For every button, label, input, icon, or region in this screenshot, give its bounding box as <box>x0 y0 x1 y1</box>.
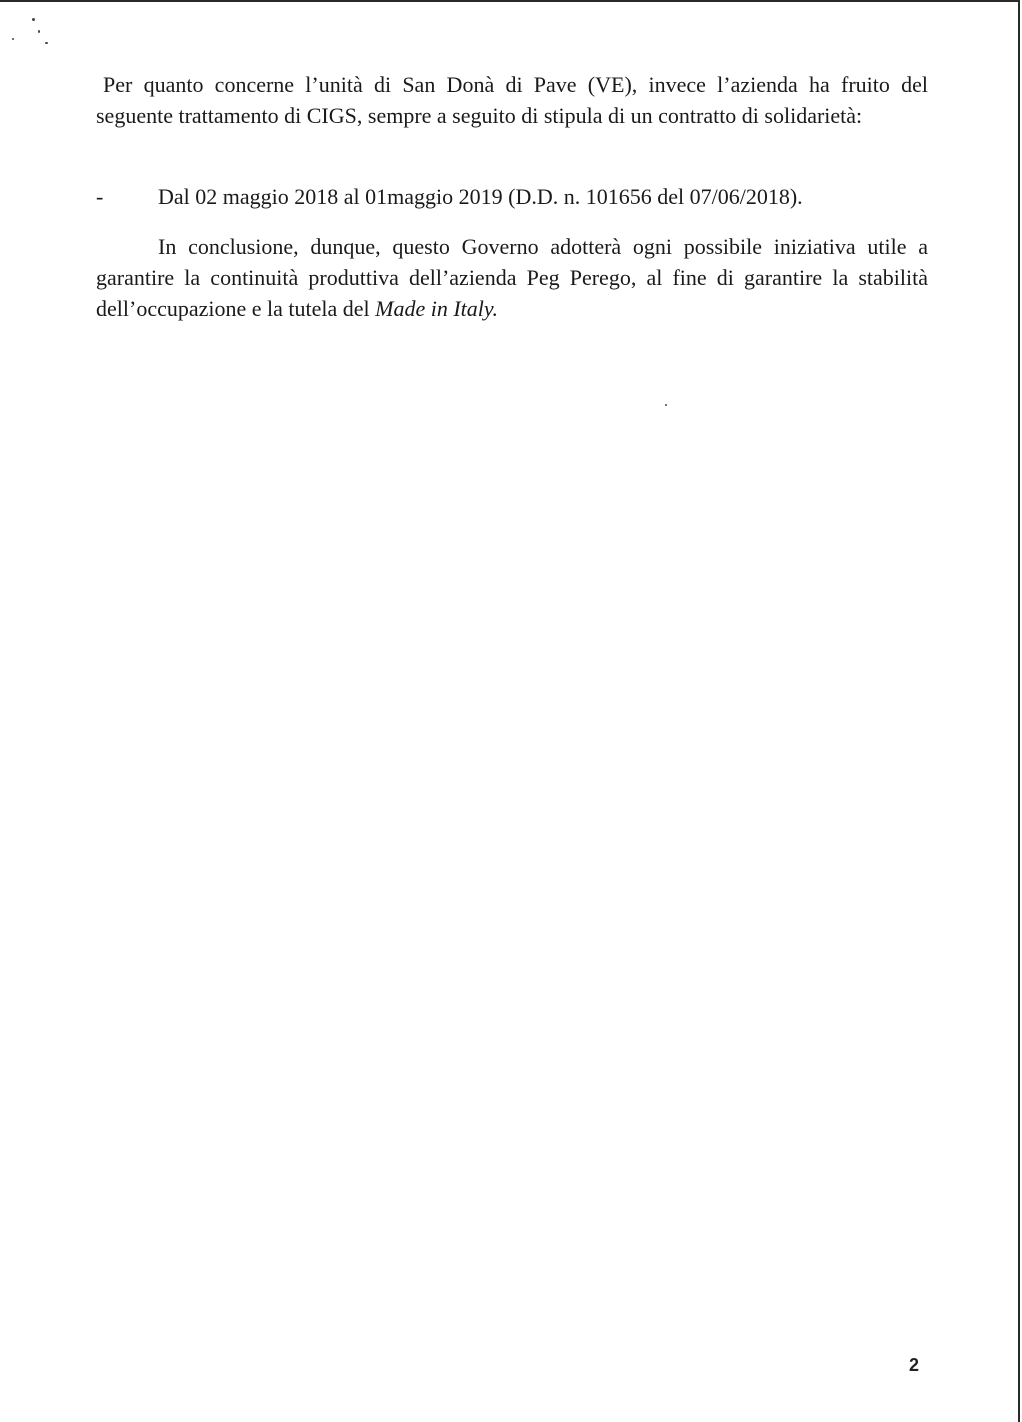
scan-speck <box>38 30 40 33</box>
scan-edge-top <box>0 0 1018 2</box>
scan-speck <box>45 42 48 44</box>
paragraph-san-dona: Per quanto concerne l’unità di San Donà di Pave (VE), invece l’azienda ha fruito del seguente trattamento di CIGS, sempre a seguito di stipula di un contratto di solidarietà: <box>96 72 928 128</box>
conclusion-text: In conclusione, dunque, questo Governo adotterà ogni possibile iniziativa utile a garantire la continuità produttiva dell’azienda Peg Perego, al fine di garantire la stabilità dell’occupazione e la tutela del <box>96 234 928 321</box>
list-item-marker: - <box>96 184 104 209</box>
scan-speck <box>665 404 667 406</box>
scan-speck <box>32 18 35 21</box>
made-in-italy-emphasis: Made in Italy <box>375 296 493 321</box>
page-number: 2 <box>909 1355 920 1375</box>
scan-edge-right <box>1018 0 1020 1422</box>
scan-speck <box>12 38 14 40</box>
conclusion-end: . <box>492 296 498 321</box>
paragraph-conclusion <box>96 231 928 324</box>
list-item-period: Dal 02 maggio 2018 al 01maggio 2019 (D.D. n. 101656 del 07/06/2018). <box>158 184 803 209</box>
